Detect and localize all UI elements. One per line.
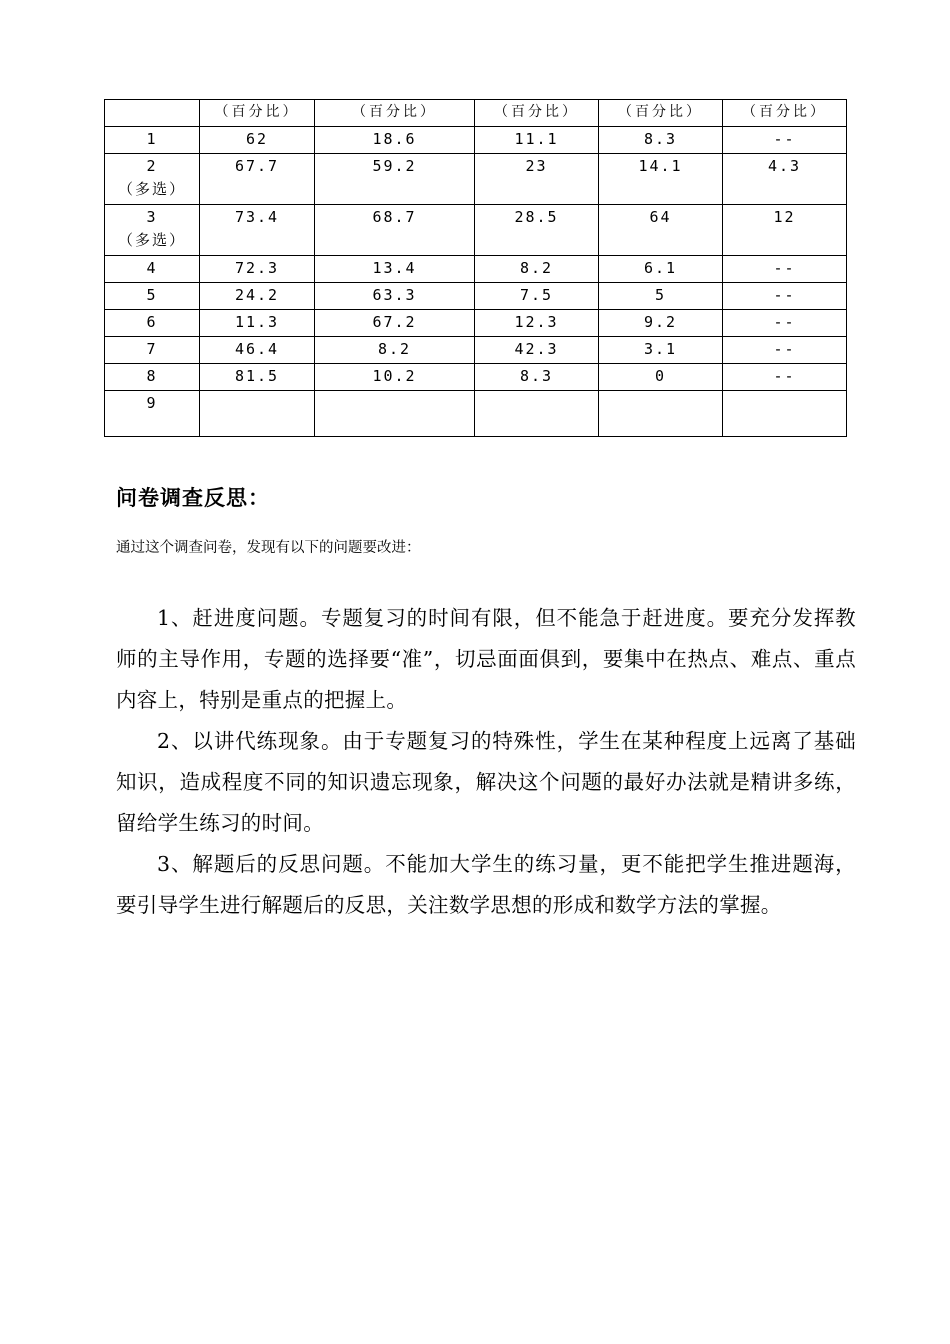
survey-results-table bbox=[104, 99, 847, 437]
reflection-paragraph: 1、赶进度问题。专题复习的时间有限，但不能急于赶进度。要充分发挥教师的主导作用，专题的选择要“准”，切忌面面俱到，要集中在热点、难点、重点内容上，特别是重点的把握上。 bbox=[116, 606, 856, 712]
table-row bbox=[105, 127, 847, 154]
table-cell bbox=[723, 391, 847, 437]
table-cell: 59.2 bbox=[315, 154, 475, 205]
table-header-cell: （百分比） bbox=[200, 100, 315, 127]
table-cell: 81.5 bbox=[200, 364, 315, 391]
table-cell: 67.2 bbox=[315, 310, 475, 337]
table-cell: 0 bbox=[599, 364, 723, 391]
table-row bbox=[105, 310, 847, 337]
reflection-body bbox=[116, 598, 856, 926]
table-cell: 12.3 bbox=[475, 310, 599, 337]
table-cell: 28.5 bbox=[475, 205, 599, 256]
table-cell: 67.7 bbox=[200, 154, 315, 205]
table-cell: 4.3 bbox=[723, 154, 847, 205]
table-cell: 13.4 bbox=[315, 256, 475, 283]
table-cell: 42.3 bbox=[475, 337, 599, 364]
table-cell: 8.2 bbox=[315, 337, 475, 364]
table-row bbox=[105, 391, 847, 437]
table-cell: 46.4 bbox=[200, 337, 315, 364]
table-header-cell: （百分比） bbox=[723, 100, 847, 127]
table-cell: 62 bbox=[200, 127, 315, 154]
table-cell: 7.5 bbox=[475, 283, 599, 310]
table-header-cell: （百分比） bbox=[475, 100, 599, 127]
table-cell: 24.2 bbox=[200, 283, 315, 310]
table-cell: 11.1 bbox=[475, 127, 599, 154]
question-number-cell: 3 （多选） bbox=[105, 205, 200, 256]
table-cell: -- bbox=[723, 256, 847, 283]
table-cell: 5 bbox=[599, 283, 723, 310]
table-row bbox=[105, 256, 847, 283]
question-number-cell: 8 bbox=[105, 364, 200, 391]
table-cell: 68.7 bbox=[315, 205, 475, 256]
table-cell bbox=[315, 391, 475, 437]
table-cell: 8.2 bbox=[475, 256, 599, 283]
table-cell bbox=[475, 391, 599, 437]
table-cell: -- bbox=[723, 310, 847, 337]
question-number-cell: 6 bbox=[105, 310, 200, 337]
table-cell: 23 bbox=[475, 154, 599, 205]
question-number-cell: 4 bbox=[105, 256, 200, 283]
reflection-paragraph: 2、以讲代练现象。由于专题复习的特殊性，学生在某种程度上远离了基础知识，造成程度不同的知识遗忘现象，解决这个问题的最好办法就是精讲多练，留给学生练习的时间。 bbox=[116, 729, 856, 835]
table-cell: 12 bbox=[723, 205, 847, 256]
reflection-paragraph: 3、解题后的反思问题。不能加大学生的练习量，更不能把学生推进题海，要引导学生进行解题后的反思，关注数学思想的形成和数学方法的掌握。 bbox=[116, 852, 856, 917]
question-number-cell: 9 bbox=[105, 391, 200, 437]
table-cell: -- bbox=[723, 283, 847, 310]
question-number-cell: 5 bbox=[105, 283, 200, 310]
table-row bbox=[105, 283, 847, 310]
table-cell: 72.3 bbox=[200, 256, 315, 283]
table-cell: 18.6 bbox=[315, 127, 475, 154]
intro-text: 通过这个调查问卷，发现有以下的问题要改进： bbox=[116, 540, 421, 556]
table-header-cell: （百分比） bbox=[315, 100, 475, 127]
table-cell: 8.3 bbox=[475, 364, 599, 391]
table-cell bbox=[599, 391, 723, 437]
table-cell: 64 bbox=[599, 205, 723, 256]
question-number-cell: 7 bbox=[105, 337, 200, 364]
table-cell: -- bbox=[723, 127, 847, 154]
table-cell: 14.1 bbox=[599, 154, 723, 205]
table-row bbox=[105, 364, 847, 391]
table-header-cell: （百分比） bbox=[599, 100, 723, 127]
question-number-cell: 2 （多选） bbox=[105, 154, 200, 205]
table-cell: 3.1 bbox=[599, 337, 723, 364]
table-cell: -- bbox=[723, 364, 847, 391]
table-cell: 10.2 bbox=[315, 364, 475, 391]
table-row bbox=[105, 337, 847, 364]
table-cell: -- bbox=[723, 337, 847, 364]
table-row bbox=[105, 205, 847, 256]
table-cell: 6.1 bbox=[599, 256, 723, 283]
table-cell: 73.4 bbox=[200, 205, 315, 256]
table-header-cell bbox=[105, 100, 200, 127]
table-cell: 9.2 bbox=[599, 310, 723, 337]
table-row bbox=[105, 154, 847, 205]
table-cell: 63.3 bbox=[315, 283, 475, 310]
section-title: 问卷调查反思： bbox=[116, 486, 270, 510]
table-header-row bbox=[105, 100, 847, 127]
table-cell bbox=[200, 391, 315, 437]
table-cell: 11.3 bbox=[200, 310, 315, 337]
table-cell: 8.3 bbox=[599, 127, 723, 154]
question-number-cell: 1 bbox=[105, 127, 200, 154]
